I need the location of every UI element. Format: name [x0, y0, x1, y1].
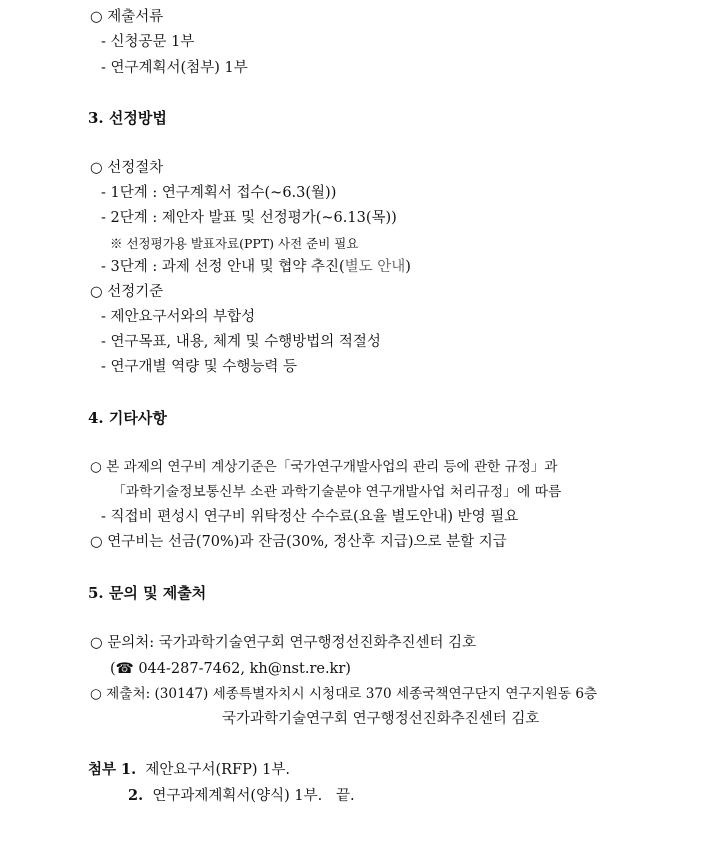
- criteria-item-2: - 연구목표, 내용, 체계 및 수행방법의 적절성: [101, 334, 381, 350]
- contact-line: (☎ 044-287-7462, kh@nst.re.kr): [110, 661, 351, 677]
- procedure-step-3: [101, 257, 411, 277]
- attachment-item-1: 제안요구서(RFP) 1부.: [145, 762, 290, 778]
- end-mark: 끝.: [336, 788, 355, 804]
- criteria-item-3: - 연구개별 역량 및 수행능력 등: [101, 359, 298, 375]
- section-5-heading: 5. 문의 및 제출처: [88, 584, 207, 602]
- submission-docs-title: ○ 제출서류: [90, 9, 164, 25]
- attachment-item-2: 연구과제계획서(양식) 1부.: [152, 788, 323, 804]
- submission-item-2: - 연구계획서(첨부) 1부: [101, 60, 248, 76]
- submit-line: ○ 제출처: (30147) 세종특별자치시 시청대로 370 세종국책연구단지 연구지원동 6층: [90, 686, 598, 702]
- procedure-note: ※ 선정평가용 발표자료(PPT) 사전 준비 필요: [110, 236, 359, 251]
- attachment-2: [128, 786, 355, 806]
- attachment-label: 첨부 1.: [88, 761, 137, 778]
- step-3-end: ): [405, 259, 411, 275]
- procedure-title: ○ 선정절차: [90, 160, 164, 176]
- step-3-gray-text: 별도 안내: [344, 259, 406, 275]
- submit-org-line: 국가과학기술연구회 연구행정선진화추진센터 김호: [222, 711, 540, 727]
- attachment-number-2: 2.: [128, 787, 144, 804]
- notes-line-3: - 직접비 편성시 연구비 위탁정산 수수료(요율 별도안내) 반영 필요: [101, 509, 519, 525]
- section-4-heading: 4. 기타사항: [88, 409, 167, 427]
- criteria-item-1: - 제안요구서와의 부합성: [101, 309, 256, 325]
- notes-line-4: ○ 연구비는 선금(70%)과 잔금(30%, 정산후 지급)으로 분할 지급: [90, 534, 507, 550]
- criteria-title: ○ 선정기준: [90, 284, 164, 300]
- attachment-1: [88, 760, 290, 780]
- notes-line-2: 「과학기술정보통신부 소관 과학기술분야 연구개발사업 처리규정」에 따름: [112, 484, 562, 500]
- inquiry-line: ○ 문의처: 국가과학기술연구회 연구행정선진화추진센터 김호: [90, 635, 477, 651]
- submission-item-1: - 신청공문 1부: [101, 34, 195, 50]
- procedure-step-1: - 1단계 : 연구계획서 접수(~6.3(월)): [101, 185, 337, 201]
- notes-line-1: ○ 본 과제의 연구비 계상기준은「국가연구개발사업의 관리 등에 관한 규정」과: [90, 459, 558, 475]
- procedure-step-2: - 2단계 : 제안자 발표 및 선정평가(~6.13(목)): [101, 210, 397, 226]
- section-3-heading: 3. 선정방법: [88, 109, 167, 127]
- step-3-text: - 3단계 : 과제 선정 안내 및 협약 추진(: [101, 259, 345, 275]
